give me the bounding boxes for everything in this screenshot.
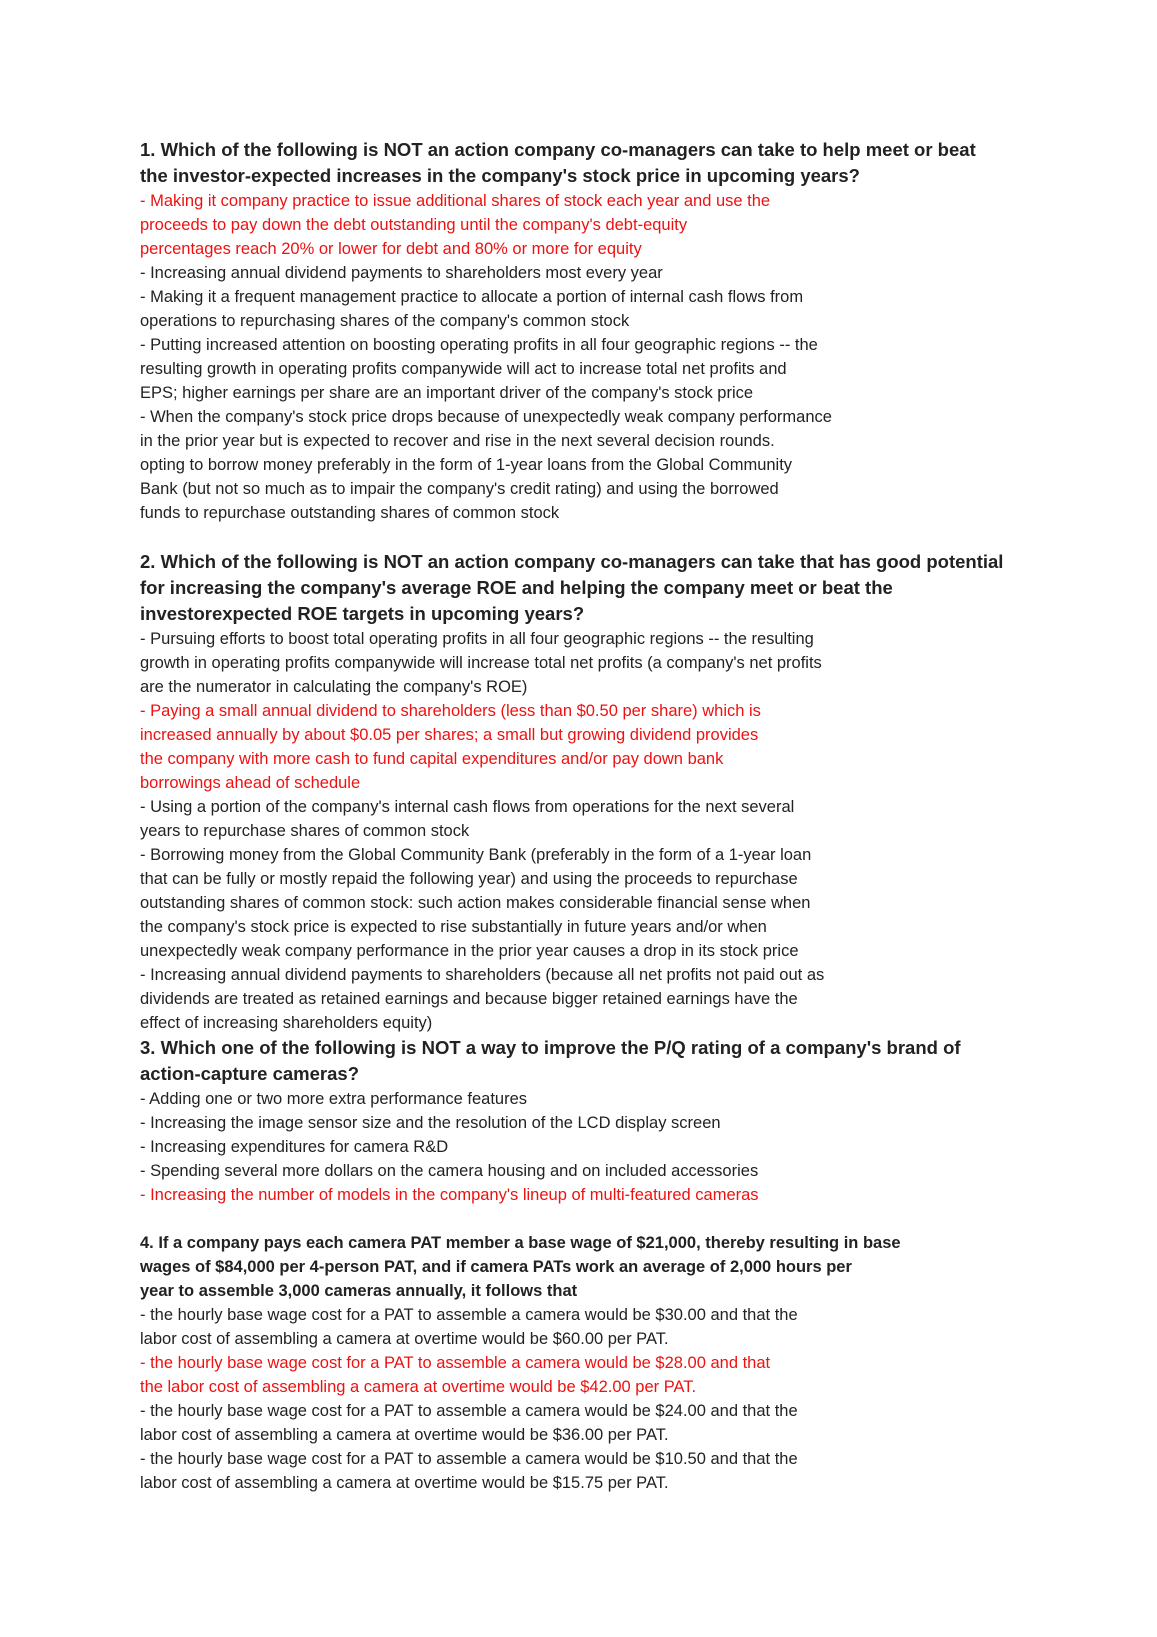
answer-option-correct: - Increasing the number of models in the company's lineup of multi-featured cameras (140, 1186, 759, 1204)
question-2 (140, 549, 1020, 1035)
answer-line: unexpectedly weak company performance in the prior year causes a drop in its stock price (140, 942, 799, 960)
question-3 (140, 1035, 1020, 1207)
question-4 (140, 1231, 1020, 1495)
answer-option-correct (140, 699, 1020, 795)
answer-line: - the hourly base wage cost for a PAT to assemble a camera would be $30.00 and that the (140, 1306, 798, 1324)
question-title-line: action-capture cameras? (140, 1063, 360, 1084)
question-title-line: the investor-expected increases in the company's stock price in upcoming years? (140, 165, 860, 186)
answer-option (140, 1399, 1020, 1447)
answer-line: - the hourly base wage cost for a PAT to assemble a camera would be $24.00 and that the (140, 1402, 798, 1420)
answer-line: years to repurchase shares of common stock (140, 822, 470, 840)
answer-line: - Paying a small annual dividend to shareholders (less than $0.50 per share) which is (140, 702, 761, 720)
answer-line: operations to repurchasing shares of the company's common stock (140, 312, 630, 330)
answer-line: are the numerator in calculating the company's ROE) (140, 678, 528, 696)
spacer (140, 1207, 1020, 1231)
answer-line: borrowings ahead of schedule (140, 774, 361, 792)
question-title-line: 1. Which of the following is NOT an action company co-managers can take to help meet or beat (140, 139, 976, 160)
answer-line: labor cost of assembling a camera at overtime would be $60.00 per PAT. (140, 1330, 669, 1348)
answer-option (140, 627, 1020, 699)
answer-line: - Making it company practice to issue additional shares of stock each year and use the (140, 192, 771, 210)
answer-line: EPS; higher earnings per share are an important driver of the company's stock price (140, 384, 754, 402)
answer-line: percentages reach 20% or lower for debt and 80% or more for equity (140, 240, 642, 258)
answer-option (140, 1447, 1020, 1495)
answer-line: labor cost of assembling a camera at overtime would be $36.00 per PAT. (140, 1426, 669, 1444)
answer-option (140, 795, 1020, 843)
answer-line: - Making it a frequent management practice to allocate a portion of internal cash flows from (140, 288, 804, 306)
answer-line: increased annually by about $0.05 per shares; a small but growing dividend provides (140, 726, 759, 744)
answer-line: outstanding shares of common stock: such action makes considerable financial sense when (140, 894, 811, 912)
answer-option (140, 261, 1020, 285)
answer-option (140, 1303, 1020, 1351)
answer-option (140, 405, 1020, 525)
answer-line: proceeds to pay down the debt outstanding until the company's debt-equity (140, 216, 688, 234)
question-1 (140, 137, 1020, 525)
answer-line: - the hourly base wage cost for a PAT to assemble a camera would be $10.50 and that the (140, 1450, 798, 1468)
document-page (140, 137, 1020, 1495)
question-title-line: 3. Which one of the following is NOT a way to improve the P/Q rating of a company's brand of (140, 1037, 961, 1058)
answer-line: the labor cost of assembling a camera at overtime would be $42.00 per PAT. (140, 1378, 697, 1396)
answer-line: - Using a portion of the company's internal cash flows from operations for the next several (140, 798, 795, 816)
answer-line: the company with more cash to fund capital expenditures and/or pay down bank (140, 750, 724, 768)
answer-line: effect of increasing shareholders equity) (140, 1014, 433, 1032)
answer-line: dividends are treated as retained earnings and because bigger retained earnings have the (140, 990, 798, 1008)
answer-line: opting to borrow money preferably in the form of 1-year loans from the Global Community (140, 456, 793, 474)
answer-line: in the prior year but is expected to recover and rise in the next several decision rounds. (140, 432, 775, 450)
question-title-line: for increasing the company's average ROE and helping the company meet or beat the (140, 577, 893, 598)
spacer (140, 525, 1020, 549)
answer-line: - Borrowing money from the Global Community Bank (preferably in the form of a 1-year loan (140, 846, 812, 864)
answer-line: - Increasing annual dividend payments to shareholders most every year (140, 264, 663, 282)
answer-option-correct (140, 189, 1020, 261)
answer-line: growth in operating profits companywide will increase total net profits (a company's net profits (140, 654, 822, 672)
answer-line: the company's stock price is expected to rise substantially in future years and/or when (140, 918, 767, 936)
answer-option (140, 333, 1020, 405)
answer-line: labor cost of assembling a camera at overtime would be $15.75 per PAT. (140, 1474, 669, 1492)
answer-line: funds to repurchase outstanding shares of common stock (140, 504, 560, 522)
answer-option: - Spending several more dollars on the camera housing and on included accessories (140, 1162, 759, 1180)
answer-option-correct (140, 1351, 1020, 1399)
answer-option (140, 843, 1020, 963)
answer-line: - the hourly base wage cost for a PAT to assemble a camera would be $28.00 and that (140, 1354, 771, 1372)
answer-line: Bank (but not so much as to impair the company's credit rating) and using the borrowed (140, 480, 779, 498)
question-title-line: wages of $84,000 per 4-person PAT, and if camera PATs work an average of 2,000 hours per (140, 1258, 852, 1276)
answer-line: - Increasing annual dividend payments to shareholders (because all net profits not paid out as (140, 966, 825, 984)
question-title-line: 2. Which of the following is NOT an action company co-managers can take that has good potential (140, 551, 1004, 572)
answer-option (140, 285, 1020, 333)
answer-line: - Pursuing efforts to boost total operating profits in all four geographic regions -- the resulting (140, 630, 814, 648)
answer-line: that can be fully or mostly repaid the following year) and using the proceeds to repurchase (140, 870, 798, 888)
question-title-line: investorexpected ROE targets in upcoming years? (140, 603, 585, 624)
answer-line: - Putting increased attention on boosting operating profits in all four geographic regions -- the (140, 336, 818, 354)
answer-line: resulting growth in operating profits companywide will act to increase total net profits and (140, 360, 787, 378)
question-title-line: year to assemble 3,000 cameras annually, it follows that (140, 1282, 578, 1300)
answer-option: - Increasing the image sensor size and the resolution of the LCD display screen (140, 1114, 721, 1132)
question-title-line: 4. If a company pays each camera PAT member a base wage of $21,000, thereby resulting in base (140, 1234, 901, 1252)
answer-option: - Increasing expenditures for camera R&D (140, 1138, 449, 1156)
answer-option (140, 963, 1020, 1035)
answer-option: - Adding one or two more extra performance features (140, 1090, 528, 1108)
answer-line: - When the company's stock price drops because of unexpectedly weak company performance (140, 408, 832, 426)
